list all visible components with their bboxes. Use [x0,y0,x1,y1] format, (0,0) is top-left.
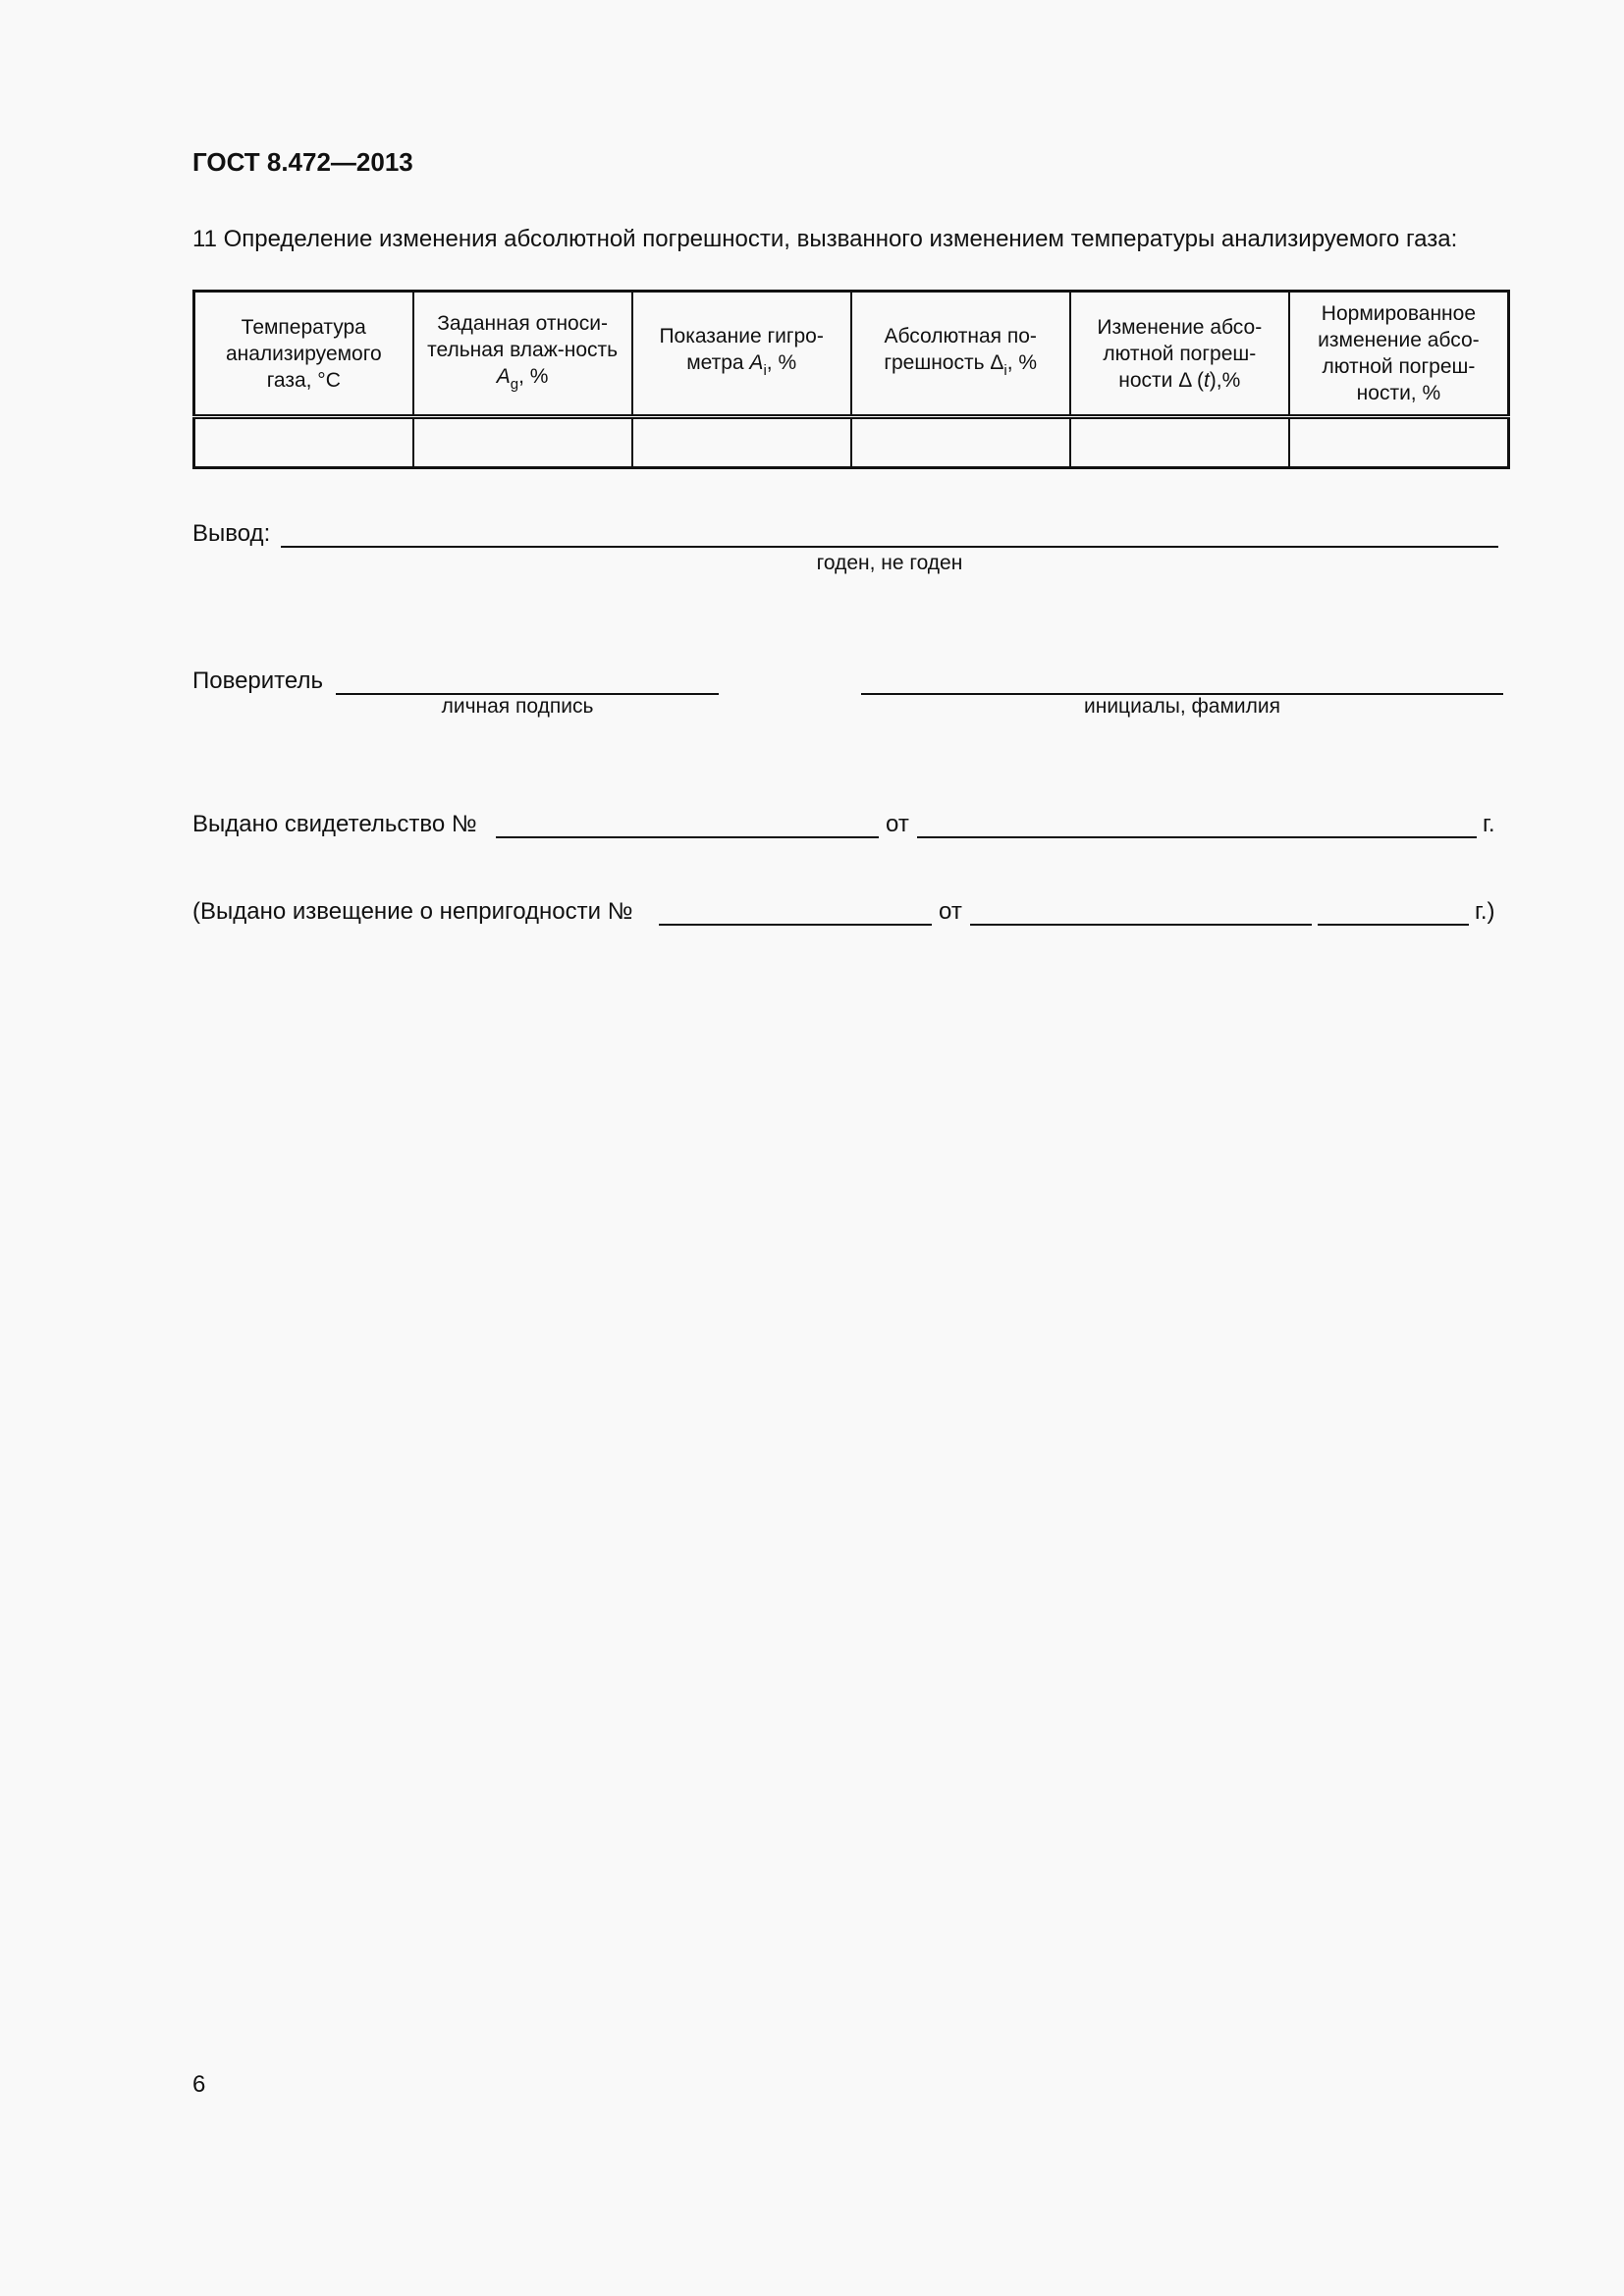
notice-year-line[interactable] [1318,924,1469,926]
conclusion-field-line[interactable] [281,546,1498,548]
notice-from-label: от [939,898,962,925]
table-cell[interactable] [632,417,851,468]
signature-caption: личная подпись [441,695,594,718]
col-error-change-header: Изменение абсо-лютной погреш-ности Δ (t),% [1070,292,1289,417]
notice-label: (Выдано извещение о непригодности № [192,898,633,925]
notice-date-line[interactable] [970,924,1312,926]
verifier-label: Поверитель [192,667,323,694]
document-header: ГОСТ 8.472—2013 [192,147,413,177]
table-cell[interactable] [194,417,413,468]
col-temperature-header: Температура анализируемого газа, °C [194,292,413,417]
col-set-humidity-header: Заданная относи-тельная влаж-ность $A_g$, % [413,292,632,417]
conclusion-caption: годен, не годен [816,552,963,574]
table-cell[interactable] [1070,417,1289,468]
measurement-table [192,290,1510,469]
table-header-row [194,292,1509,417]
col-normalized-change-header: Нормированное изменение абсо-лютной погреш-ности, % [1289,292,1509,417]
conclusion-label: Вывод: [192,520,271,547]
certificate-year-label: г. [1483,811,1495,837]
table-row [194,417,1509,468]
notice-number-line[interactable] [659,924,932,926]
certificate-label: Выдано свидетельство № [192,811,477,837]
table-cell[interactable] [413,417,632,468]
col-hygrometer-reading-header: Показание гигро-метра $A_i$, % [632,292,851,417]
certificate-date-line[interactable] [917,836,1477,838]
name-caption: инициалы, фамилия [1084,695,1280,718]
page-number: 6 [192,2071,206,2098]
table-cell[interactable] [1289,417,1509,468]
certificate-from-label: от [886,811,909,837]
col-absolute-error-header: Абсолютная по-грешность $\Delta_i$, % [851,292,1070,417]
certificate-number-line[interactable] [496,836,879,838]
table-cell[interactable] [851,417,1070,468]
section-title: 11 Определение изменения абсолютной погрешности, вызванного изменением температуры анализируемого газа: [192,226,1458,252]
notice-year-label: г.) [1475,898,1495,925]
